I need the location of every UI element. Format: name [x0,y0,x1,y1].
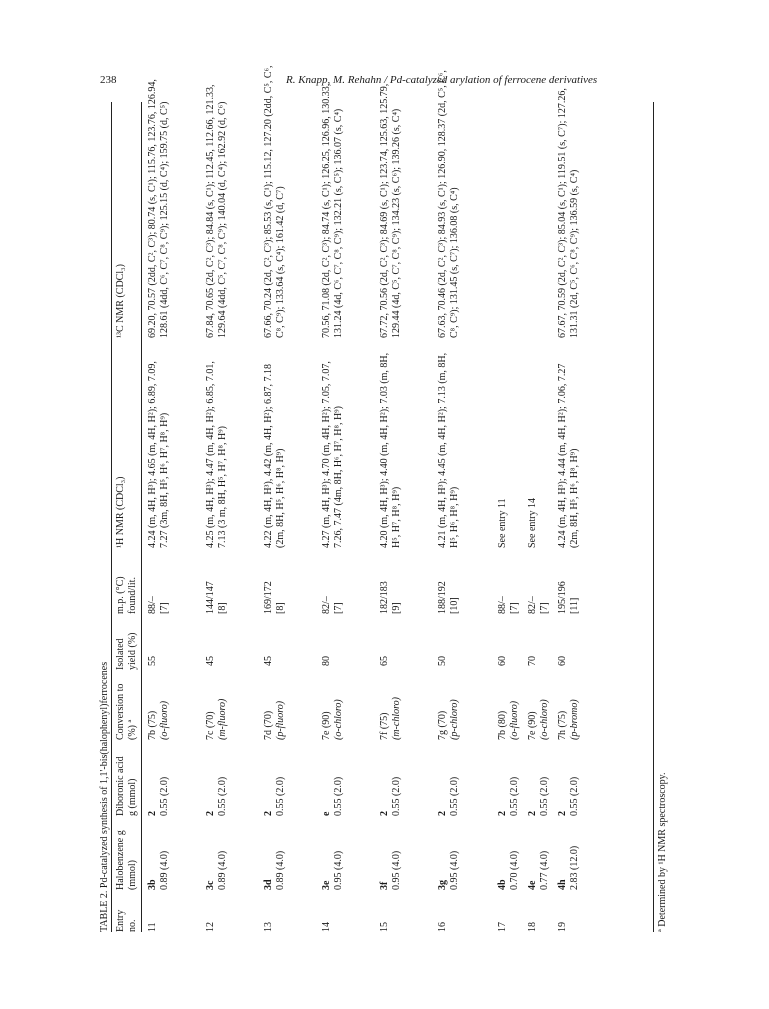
running-head: R. Knapp, M. Rehahn / Pd-catalyzed arylation of ferrocene derivatives [286,74,598,86]
diboronic-id: 2 [437,811,448,816]
halobenzene-id: 3f [379,881,390,890]
halobenzene-amount: 0.95 (4.0) [448,850,460,890]
entry-no: 16 [437,922,448,932]
diboronic-amount: 0.55 (2.0) [158,776,170,816]
halobenzene [147,851,171,890]
diboronic-amount: 0.55 (2.0) [508,776,520,816]
diboronic-acid [437,777,461,816]
mp-value: 182/183 [379,581,390,614]
conversion-product: 7g (70) [437,710,448,740]
table-bottom-rule [653,102,654,932]
conversion-substituent: (o-chloro) [538,699,550,740]
halobenzene-id: 4b [497,879,508,890]
mp-reference: [8] [274,602,286,614]
h-nmr-data: 4.25 (m, 4H, H³); 4.47 (m, 4H, H²); 6.85, 7.01, 7.13 (3 m, 8H, H⁵, H⁷, H⁸, H⁹) [205,361,228,548]
halobenzene [497,851,521,890]
conversion-substituent: (o-fluoro) [508,700,520,740]
h-nmr-data: 4.20 (m, 4H, H³); 4.40 (m, 4H, H²); 7.03 (m, 8H, H⁵, H⁷, H⁸, H⁹) [379,352,402,548]
table-top-rule [111,102,112,932]
entry-no: 15 [379,922,390,932]
melting-point [379,581,403,614]
conversion-substituent: (o-chloro) [332,699,344,740]
entry-no: 11 [147,922,158,932]
entry-no: 17 [497,922,508,932]
isolated-yield: 60 [557,656,568,666]
mp-reference: [7] [538,602,550,614]
diboronic-acid [379,777,403,816]
conversion-substituent: (o-fluoro) [158,700,170,740]
conversion-product: 7c (70) [205,711,216,740]
halobenzene-id: 3c [205,880,216,890]
conversion-substituent: (m-fluoro) [216,698,228,740]
conversion [263,701,287,740]
conversion-product: 7e (90) [527,711,538,740]
conversion [497,701,521,740]
halobenzene-amount: 0.89 (4.0) [274,850,286,890]
halobenzene [205,851,229,890]
conversion-product: 7d (70) [263,710,274,740]
conversion [437,699,461,740]
mp-reference: [10] [448,597,460,614]
halobenzene-id: 3b [147,879,158,890]
diboronic-amount: 0.55 (2.0) [274,776,286,816]
diboronic-amount: 0.55 (2.0) [538,776,550,816]
diboronic-id: 2 [263,811,274,816]
melting-point [557,581,581,614]
isolated-yield: 45 [263,656,274,666]
entry-no: 13 [263,922,274,932]
diboronic-id: 2 [205,811,216,816]
h-nmr-data: 4.24 (m, 4H, H³); 4.65 (m, 4H, H²); 6.89, 7.09, 7.27 (3m, 8H, H⁵, H⁶, H⁷, H⁸, H⁹) [147,361,170,548]
mp-value: 82/– [527,596,538,614]
entry-no: 18 [527,922,538,932]
isolated-yield: 55 [147,656,158,666]
table-header-rule [141,102,142,932]
conversion-product: 7b (80) [497,710,508,740]
isolated-yield: 50 [437,656,448,666]
melting-point [205,581,229,614]
entry-no: 12 [205,922,216,932]
isolated-yield: 65 [379,656,390,666]
mp-reference: [7] [332,602,344,614]
header-c-nmr: ¹³C NMR (CDCl₃) [115,264,126,338]
melting-point [437,581,461,614]
header-h-nmr: ¹H NMR (CDCl₃) [115,476,126,548]
mp-reference: [9] [390,602,402,614]
halobenzene [437,851,461,890]
melting-point [497,596,521,614]
diboronic-amount: 0.55 (2.0) [448,776,460,816]
diboronic-id: 2 [497,811,508,816]
diboronic-acid [321,777,345,816]
mp-reference: [7] [508,602,520,614]
header-mp: m.p. (°C) found/lit. [115,576,138,614]
h-nmr-data: 4.21 (m, 4H, H³); 4.45 (m, 4H, H²); 7.13 (m, 8H, H⁵, H⁶, H⁸, H⁹) [437,352,460,548]
melting-point [527,596,551,614]
entry-no: 14 [321,922,332,932]
conversion [321,699,345,740]
halobenzene [379,851,403,890]
h-nmr-data: 4.27 (m, 4H, H³); 4.70 (m, 4H, H²); 7.05, 7.07, 7.26, 7.47 (4m, 8H, H⁶, H⁷, H⁸, H⁹) [321,361,344,548]
halobenzene-amount: 0.89 (4.0) [216,850,228,890]
isolated-yield: 70 [527,656,538,666]
mp-value: 144/147 [205,581,216,614]
conversion-product: 7h (75) [557,710,568,740]
mp-reference: [8] [216,602,228,614]
c-nmr-data: 67.84, 70.65 (2d, C², C³); 84.84 (s, C¹); 112.45, 112.66, 121.33, 129.64 (4dd, C⁵, C⁷, C⁸, C⁹); 140.04 (d, C⁴); 162.92 (d, C⁶) [205,84,228,338]
table-footnote: ª Determined by ¹H NMR spectroscopy. [657,772,668,932]
halobenzene-id: 3g [437,880,448,890]
diboronic-acid [527,777,551,816]
conversion [205,699,229,740]
header-yield: Isolated yield (%) [115,632,138,670]
diboronic-acid [263,777,287,816]
halobenzene-amount: 2.83 (12.0) [568,845,580,890]
mp-value: 188/192 [437,581,448,614]
diboronic-acid [147,777,171,816]
mp-reference: [7] [158,602,170,614]
isolated-yield: 80 [321,656,332,666]
conversion-product: 7f (75) [379,712,390,740]
diboronic-id: 2 [557,811,568,816]
isolated-yield: 60 [497,656,508,666]
halobenzene-id: 4h [557,879,568,890]
diboronic-amount: 0.55 (2.0) [568,776,580,816]
mp-value: 82/– [321,596,332,614]
halobenzene [321,851,345,890]
conversion-substituent: (p-fluoro) [274,700,286,740]
header-halobenzene: Halobenzene g (mmol) [115,830,138,890]
h-nmr-data: See entry 11 [497,498,508,548]
diboronic-id: 2 [379,811,390,816]
table-caption: TABLE 2. Pd-catalyzed synthesis of 1,1'-bis(halophenyl)ferrocenes [99,661,110,932]
conversion-substituent: (p-chloro) [448,699,460,740]
melting-point [147,596,171,614]
h-nmr-data: 4.24 (m, 4H, H³); 4.44 (m, 4H, H²); 7.06, 7.27 (2m, 8H, H⁵, H⁶, H⁸, H⁹) [557,363,580,548]
c-nmr-data: 70.56, 71.08 (2d, C², C³); 84.74 (s, C¹); 126.25, 126.96, 130.33, 131.24 (4d, C⁶, C⁷, C⁸, C⁹); 132.21 (s, C⁵); 136.07 (s, C⁴) [321,83,344,338]
conversion [379,697,403,740]
halobenzene-id: 3e [321,880,332,890]
conversion-product: 7b (75) [147,710,158,740]
isolated-yield: 45 [205,656,216,666]
header-diboronic-acid: Diboronic acid g (mmol) [115,756,138,816]
h-nmr-data: See entry 14 [527,498,538,548]
halobenzene [557,846,581,890]
diboronic-id: e [321,811,332,816]
mp-value: 195/196 [557,581,568,614]
mp-value: 169/172 [263,581,274,614]
mp-reference: [11] [568,597,580,614]
diboronic-id: 2 [147,811,158,816]
c-nmr-data: 67.63, 70.46 (2d, C², C³); 84.93 (s, C¹); 126.90, 128.37 (2d, C⁵, C⁶, C⁸, C⁹); 131.45 (s, C⁷); 136.08 (s, C⁴) [437,70,460,338]
mp-value: 88/– [147,596,158,614]
diboronic-amount: 0.55 (2.0) [332,776,344,816]
halobenzene-amount: 0.77 (4.0) [538,850,550,890]
entry-no: 19 [557,922,568,932]
halobenzene [527,851,551,890]
conversion-product: 7e (90) [321,711,332,740]
c-nmr-data: 69.20, 70.57 (2dd, C², C³); 80.74 (s, C¹); 115.76, 123.76, 126.94, 128.61 (4dd, C⁶, C⁷, C⁸, C⁹); 125.15 (d, C⁴); 159.75 (d, C⁵) [147,79,170,338]
halobenzene-amount: 0.95 (4.0) [332,850,344,890]
halobenzene-id: 4e [527,880,538,890]
halobenzene [263,851,287,890]
conversion [527,699,551,740]
header-entry: Entry no. [115,909,138,932]
halobenzene-amount: 0.70 (4.0) [508,850,520,890]
halobenzene-amount: 0.95 (4.0) [390,850,402,890]
c-nmr-data: 67.67, 70.59 (2d, C², C³); 85.04 (s, C¹); 119.51 (s, C⁷); 127.26, 131.31 (2d, C⁵, C⁶, C⁸, C⁹); 136.59 (s, C⁴) [557,88,580,338]
diboronic-acid [557,777,581,816]
diboronic-amount: 0.55 (2.0) [390,776,402,816]
conversion-substituent: (p-bromo) [568,699,580,740]
header-conversion: Conversion to (%) ª [115,683,138,740]
conversion [147,701,171,740]
c-nmr-data: 67.66, 70.24 (2d, C², C³); 85.53 (s, C¹); 115.12, 127.20 (2dd, C⁵, C⁶, C⁸, C⁹); 133.64 (s, C⁴); 161.42 (d, C⁷) [263,65,286,338]
halobenzene-id: 3d [263,879,274,890]
page-number: 238 [100,74,117,86]
conversion [557,699,581,740]
melting-point [263,581,287,614]
diboronic-acid [205,777,229,816]
halobenzene-amount: 0.89 (4.0) [158,850,170,890]
diboronic-acid [497,777,521,816]
diboronic-amount: 0.55 (2.0) [216,776,228,816]
c-nmr-data: 67.72, 70.56 (2d, C², C³); 84.69 (s, C¹); 123.74, 125.63, 125.79, 129.44 (4d, C⁵, C⁷, C⁸, C⁹); 134.23 (s, C⁶); 139.26 (s, C⁴) [379,83,402,338]
mp-value: 88/– [497,596,508,614]
h-nmr-data: 4.22 (m, 4H, H³), 4.42 (m, 4H, H²); 6.87, 7.18 (2m, 8H, H⁵, H⁶, H⁸, H⁹) [263,363,286,548]
melting-point [321,596,345,614]
diboronic-id: 2 [527,811,538,816]
conversion-substituent: (m-chloro) [390,697,402,740]
